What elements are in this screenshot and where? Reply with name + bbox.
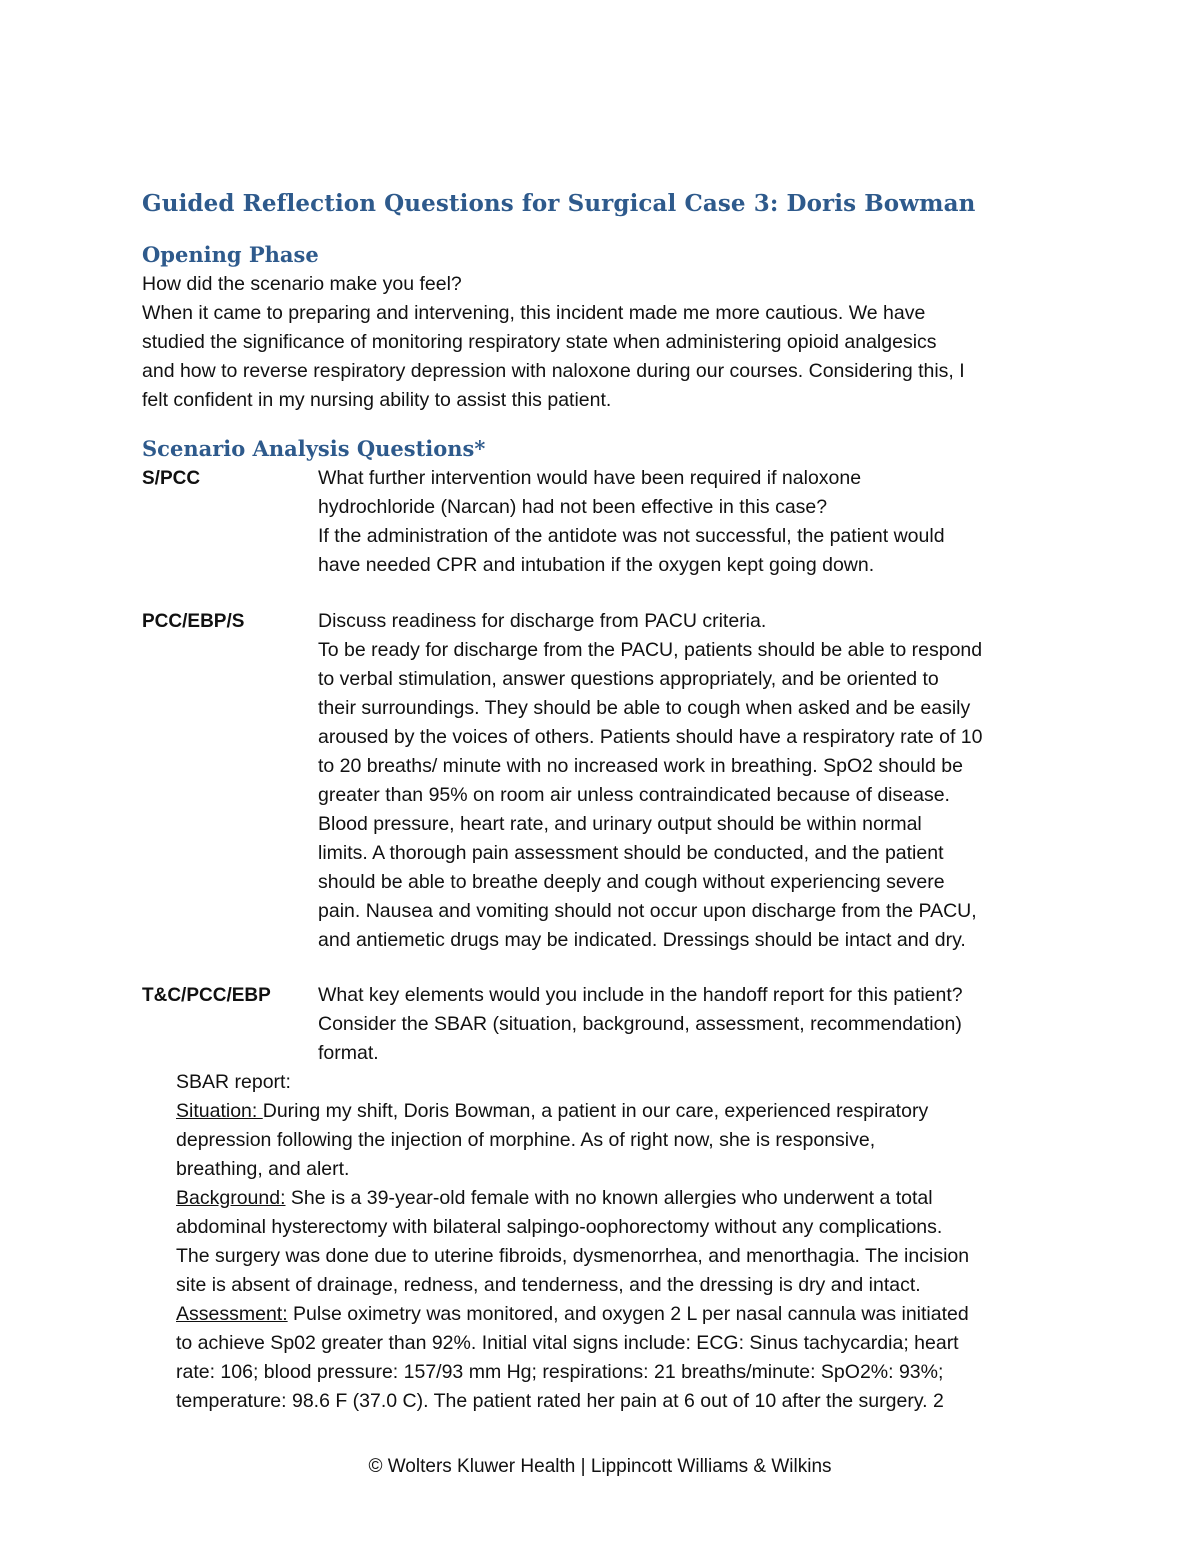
assessment-text: Pulse oximetry was monitored, and oxygen 2 L per nasal cannula was initiated	[287, 1303, 969, 1325]
sbar-background-line: abdominal hysterectomy with bilateral salpingo-oophorectomy without any complications.	[176, 1216, 943, 1238]
sbar-title: SBAR report:	[176, 1071, 291, 1093]
scenario-analysis-heading: Scenario Analysis Questions*	[142, 436, 486, 461]
question-line: hydrochloride (Narcan) had not been effective in this case?	[318, 496, 828, 518]
opening-phase-body	[142, 270, 1072, 415]
question-line: Discuss readiness for discharge from PACU criteria.	[318, 610, 767, 632]
question-label-tc-pcc-ebp: T&C/PCC/EBP	[142, 985, 271, 1006]
opening-phase-heading: Opening Phase	[142, 242, 319, 267]
sbar-assessment-line: rate: 106; blood pressure: 157/93 mm Hg; respirations: 21 breaths/minute: SpO2%: 93%;	[176, 1361, 944, 1383]
sbar-assessment-line: temperature: 98.6 F (37.0 C). The patient rated her pain at 6 out of 10 after the surgery. 2	[176, 1390, 944, 1412]
answer-line: to 20 breaths/ minute with no increased work in breathing. SpO2 should be	[318, 755, 963, 777]
sbar-background-line	[176, 1184, 1076, 1213]
answer-line: pain. Nausea and vomiting should not occur upon discharge from the PACU,	[318, 900, 977, 922]
page-footer: © Wolters Kluwer Health | Lippincott Williams & Wilkins	[368, 1456, 832, 1477]
sbar-background-line: site is absent of drainage, redness, and tenderness, and the dressing is dry and intact.	[176, 1274, 921, 1296]
answer-line: to verbal stimulation, answer questions appropriately, and be oriented to	[318, 668, 939, 690]
question-label-pcc-ebp-s: PCC/EBP/S	[142, 611, 245, 632]
answer-line: their surroundings. They should be able to cough when asked and be easily	[318, 697, 971, 719]
question-block-s-pcc	[318, 464, 1068, 580]
sbar-situation-line	[176, 1097, 1076, 1126]
question-block-tc-pcc-ebp	[318, 981, 1068, 1068]
assessment-label: Assessment:	[176, 1303, 288, 1325]
opening-answer-line: felt confident in my nursing ability to assist this patient.	[142, 389, 612, 411]
answer-line: have needed CPR and intubation if the oxygen kept going down.	[318, 554, 875, 576]
question-line: What further intervention would have been required if naloxone	[318, 467, 862, 489]
sbar-situation-line: depression following the injection of morphine. As of right now, she is responsive,	[176, 1129, 876, 1151]
situation-text: During my shift, Doris Bowman, a patient in our care, experienced respiratory	[262, 1100, 929, 1122]
situation-label: Situation:	[176, 1100, 263, 1122]
sbar-assessment-line: to achieve Sp02 greater than 92%. Initial vital signs include: ECG: Sinus tachycardia; heart	[176, 1332, 959, 1354]
answer-line: should be able to breathe deeply and cough without experiencing severe	[318, 871, 945, 893]
answer-line: aroused by the voices of others. Patients should have a respiratory rate of 10	[318, 726, 983, 748]
question-line: What key elements would you include in the handoff report for this patient?	[318, 984, 963, 1006]
sbar-assessment-line	[176, 1300, 1076, 1329]
background-label: Background:	[176, 1187, 286, 1209]
answer-line: To be ready for discharge from the PACU, patients should be able to respond	[318, 639, 983, 661]
answer-line: Blood pressure, heart rate, and urinary output should be within normal	[318, 813, 922, 835]
sbar-situation-line: breathing, and alert.	[176, 1158, 350, 1180]
question-block-pcc-ebp-s	[318, 607, 1068, 955]
question-line: format.	[318, 1042, 379, 1064]
answer-line: limits. A thorough pain assessment should be conducted, and the patient	[318, 842, 944, 864]
page-title: Guided Reflection Questions for Surgical Case 3: Doris Bowman	[142, 190, 976, 217]
question-line: Consider the SBAR (situation, background, assessment, recommendation)	[318, 1013, 962, 1035]
opening-answer-line: and how to reverse respiratory depression with naloxone during our courses. Considering this, I	[142, 360, 965, 382]
background-text: She is a 39-year-old female with no known allergies who underwent a total	[285, 1187, 933, 1209]
opening-answer-line: studied the significance of monitoring respiratory state when administering opioid analgesics	[142, 331, 937, 353]
sbar-background-line: The surgery was done due to uterine fibroids, dysmenorrhea, and menorthagia. The incision	[176, 1245, 970, 1267]
sbar-report	[176, 1068, 1076, 1416]
question-label-s-pcc: S/PCC	[142, 468, 201, 489]
answer-line: greater than 95% on room air unless contraindicated because of disease.	[318, 784, 950, 806]
opening-question: How did the scenario make you feel?	[142, 273, 462, 295]
opening-answer-line: When it came to preparing and intervening, this incident made me more cautious. We have	[142, 302, 926, 324]
answer-line: and antiemetic drugs may be indicated. Dressings should be intact and dry.	[318, 929, 966, 951]
answer-line: If the administration of the antidote was not successful, the patient would	[318, 525, 945, 547]
